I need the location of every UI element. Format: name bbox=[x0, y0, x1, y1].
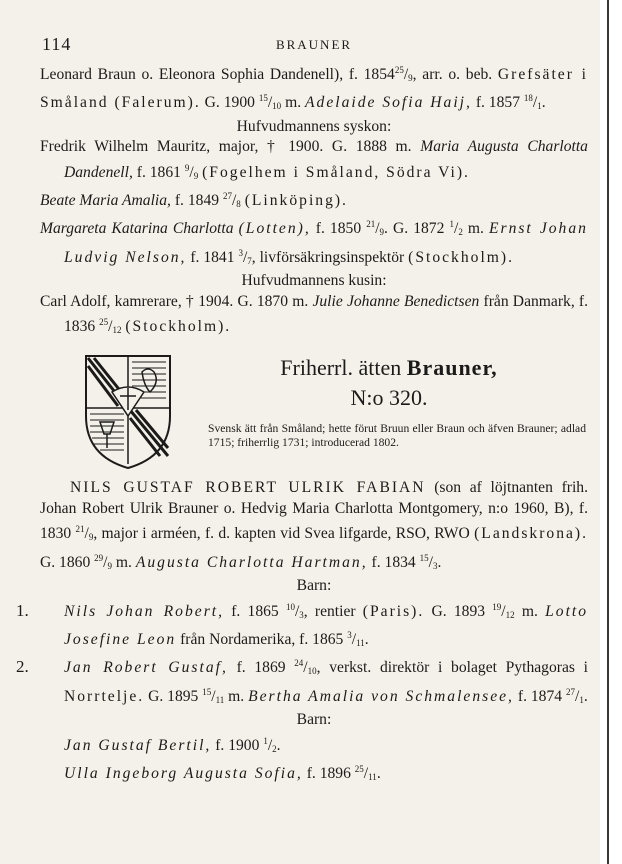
sibling-entry: Beate Maria Amalia, f. 1849 $^{27}/_8$ (Linköping). bbox=[40, 191, 348, 210]
children-heading: Barn: bbox=[296, 577, 332, 595]
page-edge-line bbox=[607, 0, 609, 864]
family-title: Friherrl. ätten Brauner, bbox=[280, 355, 498, 381]
grandchildren-heading: Barn: bbox=[296, 711, 332, 729]
child-entry: 1. Nils Johan Robert, f. 1865 $^{10}/_3$, rentier (Paris). G. 1893 $^{19}/_{12}$ m. Lotto Josefine Leon från Nordamerika, f. 1865 $^3/_{11}$. bbox=[16, 600, 589, 648]
grandchild-entry: Jan Gustaf Bertil, f. 1900 $^1/_2$. bbox=[64, 735, 281, 754]
coat-of-arms-icon bbox=[80, 352, 176, 472]
intro-entry: Leonard Braun o. Eleonora Sophia Dandenell), f. $1854^{25}/_9$, arr. o. beb. Grefsäter i Småland (Falerum). G. 1900 $^{15}/_{10}$ m. Adelaide Sofia Haij, f. 1857 $^{18}/_1$. bbox=[40, 65, 588, 112]
running-title: BRAUNER bbox=[275, 37, 353, 52]
cousin-entry: Carl Adolf, kamrerare, † 1904. G. 1870 m. Julie Johanne Benedictsen från Danmark, f. 1836 $^{25}/_{12}$ (Stockholm). bbox=[40, 292, 589, 336]
page-body bbox=[16, 60, 589, 787]
family-description: Svensk ätt från Småland; hette förut Bruun eller Braun och äfven Brauner; adlad 1715; friherrlig 1731; introducerad 1802. bbox=[208, 422, 586, 449]
sibling-entry: Fredrik Wilhelm Mauritz, major, † 1900. G. 1888 m. Maria Augusta Charlotta Dandenell, f. 1861 $^9/_9$ (Fogelhem i Småland, Södra Vi). bbox=[40, 138, 588, 181]
sibling-entry: Margareta Katarina Charlotta (Lotten), f. 1850 $^{21}/_9$. G. 1872 $^1/_2$ m. Ernst Johan Ludvig Nelson, f. 1841 $^3/_7$, livförsäkringsinspektör (Stockholm). bbox=[40, 219, 588, 266]
page-number: 114 bbox=[42, 34, 72, 54]
siblings-heading: Hufvudmannens syskon: bbox=[236, 117, 392, 135]
page-header bbox=[40, 34, 588, 60]
head-of-family-entry: NILS GUSTAF ROBERT ULRIK FABIAN (son af löjtnanten frih. Johan Robert Ulrik Brauner o. Hedvig Maria Charlotta Montgomery, n:o 1960, B), f. 1830 $^{21}/_9$, major i arméen, f. d. kapten vid Svea lifgarde, RSO, RWO (Landskrona). G. 1860 $^{29}/_9$ m. Augusta Charlotta Hartman, f. 1834 $^{15}/_3$. bbox=[40, 479, 589, 571]
grandchild-entry: Ulla Ingeborg Augusta Sofia, f. 1896 $^{25}/_{11}$. bbox=[64, 763, 381, 782]
family-section bbox=[40, 350, 588, 478]
cousin-heading: Hufvudmannens kusin: bbox=[241, 272, 387, 290]
page-edge bbox=[600, 0, 622, 864]
book-page bbox=[16, 34, 589, 787]
child-entry: 2. Jan Robert Gustaf, f. 1869 $^{24}/_{10}$, verkst. direktör i bolaget Pythagoras i Norrtelje. G. 1895 $^{15}/_{11}$ m. Bertha Amalia von Schmalensee, f. 1874 $^{27}/_1$. bbox=[16, 657, 588, 705]
family-number: N:o 320. bbox=[350, 385, 428, 411]
